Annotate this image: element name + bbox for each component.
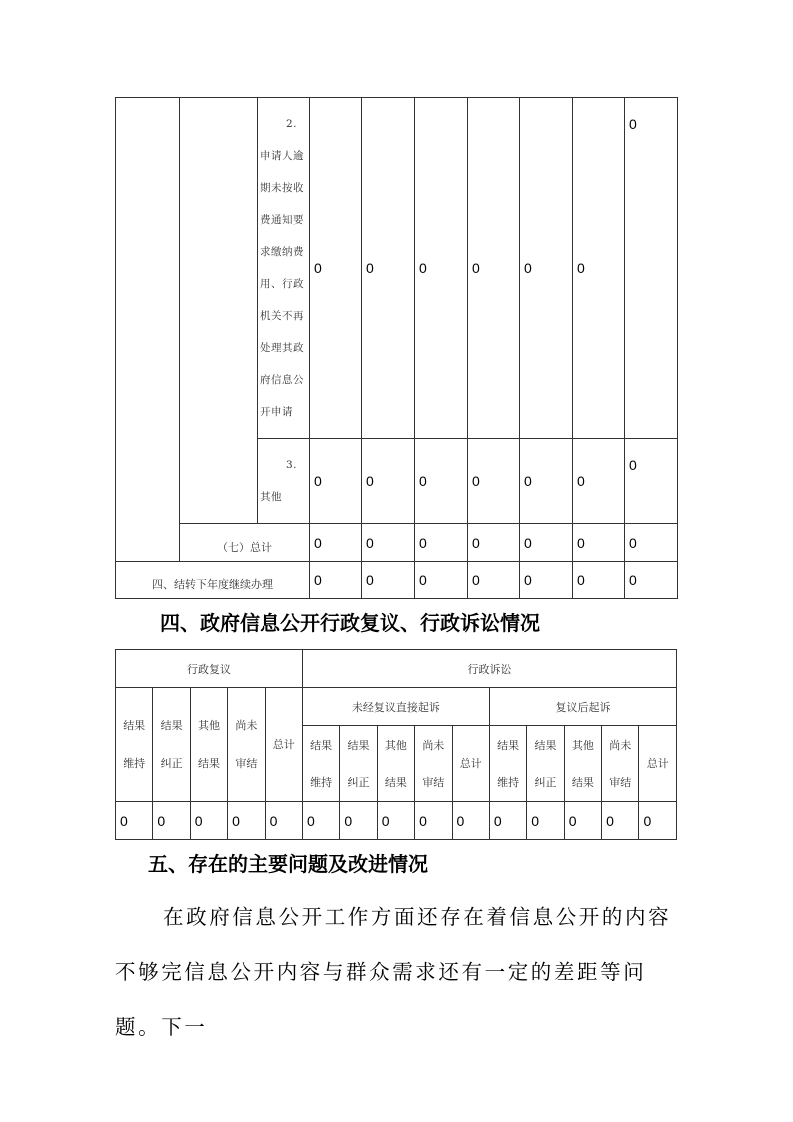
column-header [153,688,190,802]
after-review-header: 复议后起诉 [489,688,676,726]
header-text: 总计 [272,737,295,751]
column-header [489,726,526,802]
column-header [265,688,302,802]
table-row [116,98,678,439]
review-header: 行政复议 [116,650,303,688]
value-cell: 0 [564,802,601,840]
header-text: 纠正 [160,756,183,770]
header-text: 结果 [310,738,333,752]
header-text: 审结 [422,775,445,789]
row-label: 四、结转下年度继续办理 [116,562,310,599]
header-text: 尚未 [235,718,258,732]
header-text: 维持 [123,756,146,770]
value-cell: 0 [573,524,625,562]
value-cell: 0 [415,524,468,562]
table-row [116,562,678,599]
column-header [302,726,339,802]
value-cell: 0 [468,562,520,599]
value-cell: 0 [625,524,678,562]
header-text: 结果 [123,718,146,732]
header-text: 结果 [384,775,407,789]
header-text: 结果 [497,738,520,752]
value-cell: 0 [362,98,415,439]
value-cell: 0 [468,439,520,524]
header-text: 纠正 [347,775,370,789]
row-label: （七）总计 [180,524,310,562]
column-header [415,726,452,802]
value-cell: 0 [310,524,362,562]
value-cell: 0 [377,802,414,840]
value-cell: 0 [573,439,625,524]
value-cell: 0 [116,802,153,840]
review-litigation-table [115,649,677,840]
value-cell: 0 [310,439,362,524]
column-header [190,688,227,802]
table-row [116,688,677,726]
label-text: 其他 [260,491,282,503]
value-cell: 0 [468,98,520,439]
column-header [527,726,564,802]
table-row [116,524,678,562]
table-row [116,650,677,688]
value-cell: 0 [573,98,625,439]
value-cell: 0 [310,562,362,599]
table-row [116,802,677,840]
value-cell: 0 [489,802,526,840]
label-number: 3. [285,459,297,471]
header-text: 尚未 [422,738,445,752]
value-cell: 0 [362,524,415,562]
header-text: 维持 [497,775,520,789]
empty-cell [180,98,258,524]
column-header [340,726,377,802]
value-cell: 0 [310,98,362,439]
value-cell: 0 [153,802,190,840]
header-text: 其他 [384,738,407,752]
header-text: 结果 [197,756,220,770]
header-text: 审结 [609,775,632,789]
header-text: 结果 [160,718,183,732]
value-cell: 0 [602,802,639,840]
value-cell: 0 [302,802,339,840]
value-cell: 0 [520,98,573,439]
header-text: 总计 [459,757,482,770]
value-cell: 0 [415,439,468,524]
label-number: 2. [285,118,297,130]
value-cell: 0 [340,802,377,840]
row-label [258,98,310,439]
header-text: 尚未 [609,738,632,752]
value-cell: 0 [228,802,265,840]
column-header [228,688,265,802]
value-cell: 0 [520,562,573,599]
value-cell: 0 [625,562,678,599]
column-header [452,726,489,802]
value-cell: 0 [415,562,468,599]
direct-header: 未经复议直接起诉 [302,688,489,726]
disposal-table [115,97,678,599]
body-paragraph: 在政府信息公开工作方面还存在着信息公开的内容不够完信息公开内容与群众需求还有一定的差距等问题。下一 [115,905,672,1039]
header-text: 结果 [347,738,370,752]
header-text: 其他 [571,738,594,752]
column-header [639,726,677,802]
value-cell: 0 [452,802,489,840]
header-text: 结果 [534,738,557,752]
header-text: 纠正 [534,775,557,789]
value-cell: 0 [362,562,415,599]
value-cell: 0 [362,439,415,524]
header-text: 维持 [310,775,333,789]
value-cell: 0 [527,802,564,840]
header-text: 总计 [646,757,669,770]
column-header [564,726,601,802]
row-label [258,439,310,524]
header-text: 审结 [235,756,258,770]
empty-cell [116,98,180,562]
value-cell: 0 [639,802,677,840]
column-header [377,726,414,802]
label-text: 申请人逾期未按收费通知要求缴纳费用、行政机关不再处理其政府信息公开申请 [260,150,304,418]
header-text: 结果 [571,775,594,789]
value-cell: 0 [190,802,227,840]
value-cell: 0 [573,562,625,599]
total-cell: 0 [625,439,678,524]
column-header [116,688,153,802]
value-cell: 0 [520,439,573,524]
value-cell: 0 [520,524,573,562]
total-cell: 0 [625,98,678,439]
value-cell: 0 [415,98,468,439]
column-header [602,726,639,802]
section-heading: 五、存在的主要问题及改进情况 [148,852,428,876]
value-cell: 0 [265,802,302,840]
header-text: 其他 [197,718,220,732]
litigation-header: 行政诉讼 [302,650,676,688]
value-cell: 0 [415,802,452,840]
section-heading: 四、政府信息公开行政复议、行政诉讼情况 [160,611,540,635]
value-cell: 0 [468,524,520,562]
